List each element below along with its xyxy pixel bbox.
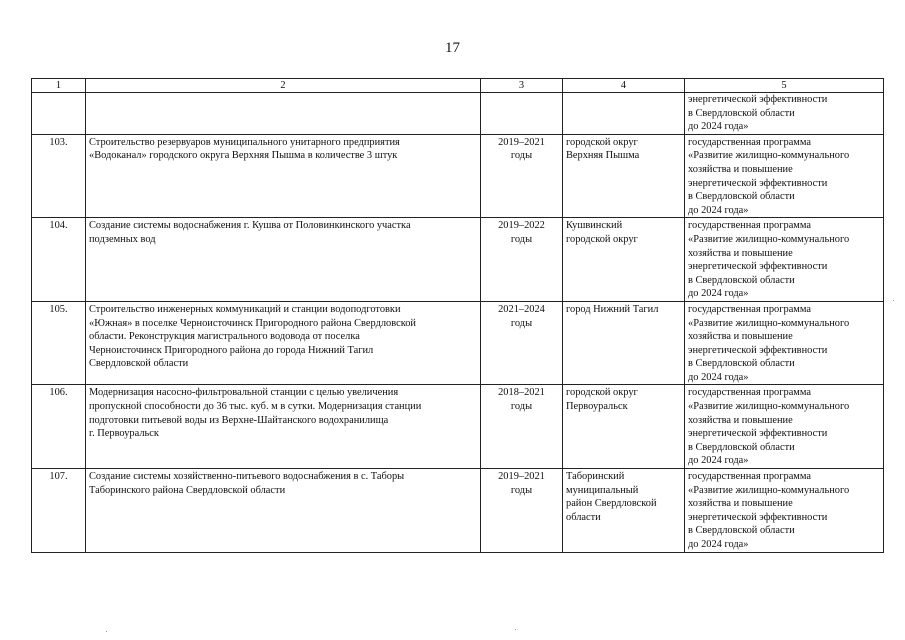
cell-line: энергетической эффективности [688,344,828,356]
cell-line: «Развитие жилищно-коммунального [688,317,850,329]
cell-line: «Развитие жилищно-коммунального [688,233,850,245]
table-row [32,469,884,553]
cell-program [685,469,884,553]
cell-line: в Свердловской области [688,441,795,453]
cell-line: 2021–2024 [498,303,545,315]
cell-line: подготовки питьевой воды из Верхне-Шайтанского водохранилища [89,414,389,426]
cell-desc [86,301,481,385]
cell-line: до 2024 года» [688,121,749,133]
cell-line: государственная программа [688,136,811,148]
column-header: 2 [86,79,481,93]
cell-num: 105. [32,301,86,385]
cell-line: хозяйства и повышение [688,247,793,259]
cell-num [32,93,86,135]
cell-line: «Развитие жилищно-коммунального [688,484,850,496]
cell-years [481,301,563,385]
cell-line: государственная программа [688,303,811,315]
cell-line: до 2024 года» [688,371,749,383]
table-row [32,385,884,469]
cell-line: район Свердловской [566,498,657,510]
cell-line: годы [510,150,533,162]
cell-line: город Нижний Тагил [566,303,659,315]
cell-years [481,385,563,469]
table-row [32,301,884,385]
cell-line: энергетической эффективности [688,94,828,105]
cell-line: городской округ [566,233,638,245]
cell-place [563,218,685,302]
cell-num: 104. [32,218,86,302]
cell-line: Кушвинский [566,220,623,232]
cell-line: в Свердловской области [688,274,795,286]
cell-program [685,301,884,385]
cell-program [685,93,884,135]
page-number: 17 [445,40,460,56]
cell-desc [86,385,481,469]
cell-line: 2019–2021 [498,471,545,483]
cell-line: Свердловской области [89,358,189,370]
cell-line: энергетической эффективности [688,511,828,523]
cell-line: до 2024 года» [688,204,749,216]
table-row [32,218,884,302]
cell-program [685,218,884,302]
cell-line: государственная программа [688,220,811,232]
cell-line: государственная программа [688,471,811,483]
cell-line: до 2024 года» [688,539,749,550]
cell-line: государственная программа [688,387,811,399]
cell-line: энергетической эффективности [688,261,828,273]
cell-line: Черноисточинск Пригородного района до города Нижний Тагил [89,344,374,356]
cell-line: годы [510,484,533,496]
cell-line: Верхняя Пышма [566,150,640,162]
cell-line: хозяйства и повышение [688,331,793,343]
projects-table [31,78,884,553]
cell-line: годы [510,233,533,245]
cell-line: до 2024 года» [688,288,749,300]
scan-speck [515,629,516,630]
cell-num: 106. [32,385,86,469]
table-header [32,79,884,93]
column-header: 5 [685,79,884,93]
cell-line: хозяйства и повышение [688,414,793,426]
cell-line: «Южная» в поселке Черноисточинск Пригородного района Свердловской [89,317,416,329]
cell-line: Таборинский [566,471,625,483]
cell-line: области. Реконструкция магистрального водовода от поселка [89,331,360,343]
cell-program [685,385,884,469]
cell-line: области [566,511,601,523]
scan-speck [893,300,894,301]
cell-desc [86,218,481,302]
cell-place [563,385,685,469]
cell-line: Создание системы водоснабжения г. Кушва от Половинкинского участка [89,220,411,232]
cell-place [563,469,685,553]
cell-desc [86,93,481,135]
table-row-continuation [32,93,884,135]
cell-line: до 2024 года» [688,455,749,467]
cell-line: г. Первоуральск [89,428,159,440]
table-row [32,134,884,218]
cell-years [481,93,563,135]
cell-line: «Развитие жилищно-коммунального [688,150,850,162]
cell-line: 2019–2022 [498,220,545,232]
cell-line: энергетической эффективности [688,177,828,189]
cell-line: Модернизация насосно-фильтровальной станции с целью увеличения [89,387,399,399]
cell-line: городской округ [566,136,638,148]
cell-line: годы [510,317,533,329]
cell-line: Таборинского района Свердловской области [89,484,286,496]
cell-line: годы [510,401,533,413]
cell-desc [86,469,481,553]
column-header: 1 [32,79,86,93]
table-body [32,93,884,553]
column-header: 3 [481,79,563,93]
cell-line: в Свердловской области [688,358,795,370]
cell-line: 2019–2021 [498,136,545,148]
cell-line: городской округ [566,387,638,399]
scan-speck [106,631,107,632]
cell-line: пропускной способности до 36 тыс. куб. м в сутки. Модернизация станции [89,401,422,413]
cell-line: Строительство инженерных коммуникаций и станции водоподготовки [89,303,401,315]
cell-line: хозяйства и повышение [688,163,793,175]
cell-line: энергетической эффективности [688,428,828,440]
cell-line: «Развитие жилищно-коммунального [688,401,850,413]
cell-num: 103. [32,134,86,218]
cell-line: в Свердловской области [688,525,795,537]
column-header: 4 [563,79,685,93]
cell-line: муниципальный [566,484,639,496]
cell-line: хозяйства и повышение [688,498,793,510]
cell-place [563,301,685,385]
cell-desc [86,134,481,218]
cell-place [563,134,685,218]
cell-line: подземных вод [89,233,156,245]
cell-line: Строительство резервуаров муниципального унитарного предприятия [89,136,400,148]
cell-years [481,469,563,553]
cell-line: в Свердловской области [688,191,795,203]
cell-years [481,134,563,218]
cell-line: Первоуральск [566,401,628,413]
cell-place [563,93,685,135]
cell-line: в Свердловской области [688,107,795,119]
cell-num: 107. [32,469,86,553]
cell-program [685,134,884,218]
cell-line: Создание системы хозяйственно-питьевого водоснабжения в с. Таборы [89,471,405,483]
cell-line: 2018–2021 [498,387,545,399]
cell-years [481,218,563,302]
cell-line: «Водоканал» городского округа Верхняя Пышма в количестве 3 штук [89,150,398,162]
